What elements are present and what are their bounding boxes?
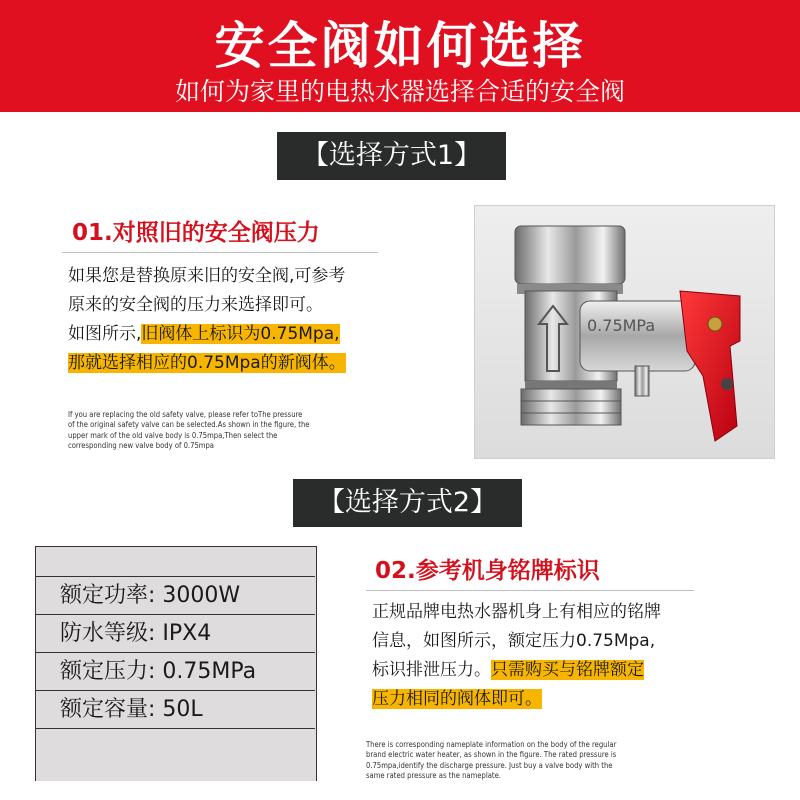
method1-divider <box>62 252 378 253</box>
method1-title: 01.对照旧的安全阀压力 <box>72 220 320 246</box>
highlighted-text: 只需购买与铭牌额定 <box>491 660 644 680</box>
english-line: same rated pressure as the nameplate. <box>366 771 501 781</box>
nameplate-row: 额定功率: 3000W <box>36 576 315 614</box>
nameplate-row: 额定容量: 50L <box>36 690 315 728</box>
page-subtitle: 如何为家里的电热水器选择合适的安全阀 <box>174 77 625 106</box>
method2-divider <box>366 590 694 591</box>
description-line <box>372 627 702 656</box>
method2-title: 02.参考机身铭牌标识 <box>375 558 600 584</box>
description-text: 信息，如图所示，额定压力0.75Mpa, <box>372 631 656 651</box>
description-text: 标识排泄压力。 <box>372 660 491 680</box>
description-line <box>68 291 398 320</box>
valve-marking: 0.75MPa <box>587 316 656 335</box>
description-text: 如果您是替换原来旧的安全阀,可参考 <box>68 266 346 286</box>
page-title: 安全阀如何选择 <box>214 17 586 75</box>
nameplate <box>35 546 317 781</box>
english-line: There is corresponding nameplate information on the body of the regular <box>366 740 617 749</box>
method1-description <box>68 262 398 378</box>
nameplate-row-empty <box>36 728 315 766</box>
description-text: 原来的安全阀的压力来选择即可。 <box>68 295 323 315</box>
english-line: of the original safety valve can be selected.As shown in the figure, the <box>68 420 310 430</box>
english-line: If you are replacing the old safety valve, please refer toThe pressure <box>68 410 303 419</box>
description-line <box>372 685 702 714</box>
method2-english-note <box>366 740 696 782</box>
nameplate-row: 防水等级: IPX4 <box>36 614 315 652</box>
description-line <box>68 349 398 378</box>
header-banner <box>0 0 800 112</box>
description-text: 如图所示, <box>68 324 142 344</box>
highlighted-text: 那就选择相应的0.75Mpa的新阀体。 <box>68 353 346 373</box>
description-line <box>68 262 398 291</box>
highlighted-text: 压力相同的阀体即可。 <box>372 689 542 709</box>
description-line <box>68 320 398 349</box>
description-line <box>372 656 702 685</box>
english-line: 0.75mpa,identify the discharge pressure. Just buy a valve body with the <box>366 760 613 770</box>
method1-banner: 【选择方式1】 <box>277 132 506 180</box>
method1-english-note <box>68 410 398 452</box>
method2-banner: 【选择方式2】 <box>293 479 522 527</box>
english-line: brand electric water heater, as shown in the figure. The rated pressure is <box>366 750 617 760</box>
description-line <box>372 598 702 627</box>
nameplate-row: 额定压力: 0.75MPa <box>36 652 315 690</box>
safety-valve-image <box>475 206 776 460</box>
highlighted-text: 旧阀体上标识为0.75Mpa, <box>141 324 340 344</box>
english-line: upper mark of the old valve body is 0.75mpa,Then select the <box>68 430 278 440</box>
valve-photo <box>474 205 775 459</box>
method2-description <box>372 598 702 714</box>
description-text: 正规品牌电热水器机身上有相应的铭牌 <box>372 602 661 622</box>
english-line: corresponding new valve body of 0.75mpa <box>68 441 214 451</box>
